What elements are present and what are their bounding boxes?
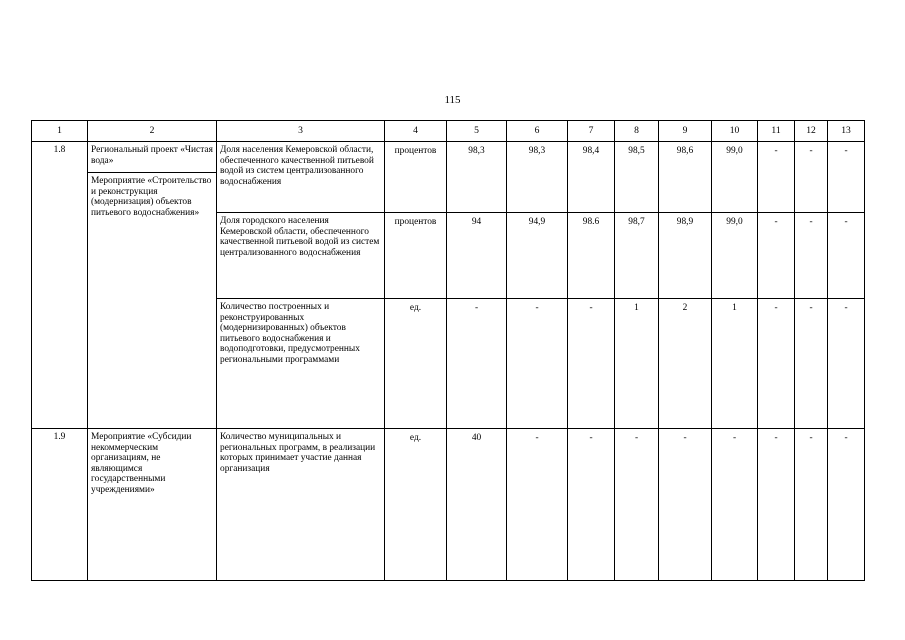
header-cell: 4 bbox=[385, 121, 447, 142]
value-cell: 98,3 bbox=[507, 142, 568, 213]
table-row bbox=[32, 142, 865, 173]
value-cell: 98,6 bbox=[659, 142, 712, 213]
value-cell: 40 bbox=[447, 429, 507, 581]
row-number: 1.9 bbox=[32, 429, 88, 581]
value-cell: - bbox=[568, 299, 615, 429]
value-cell: 98,9 bbox=[659, 213, 712, 299]
header-cell: 2 bbox=[88, 121, 217, 142]
value-cell: - bbox=[758, 299, 795, 429]
value-cell: - bbox=[795, 299, 828, 429]
header-cell: 13 bbox=[828, 121, 865, 142]
value-cell: 98,5 bbox=[615, 142, 659, 213]
row-number: 1.8 bbox=[32, 142, 88, 429]
header-cell: 7 bbox=[568, 121, 615, 142]
value-cell: 98,7 bbox=[615, 213, 659, 299]
value-cell: 94,9 bbox=[507, 213, 568, 299]
header-cell: 1 bbox=[32, 121, 88, 142]
header-row bbox=[32, 121, 865, 142]
unit-cell: ед. bbox=[385, 429, 447, 581]
header-cell: 11 bbox=[758, 121, 795, 142]
indicator-text: Количество построенных и реконструированных (модернизированных) объектов питьевого водоснабжения и водоподготовки, предусмотренных региональными программами bbox=[217, 299, 385, 429]
table-row bbox=[32, 429, 865, 581]
unit-cell: процентов bbox=[385, 142, 447, 213]
value-cell: - bbox=[758, 213, 795, 299]
header-cell: 5 bbox=[447, 121, 507, 142]
value-cell: - bbox=[568, 429, 615, 581]
value-cell: - bbox=[795, 142, 828, 213]
value-cell: - bbox=[758, 142, 795, 213]
value-cell: 1 bbox=[615, 299, 659, 429]
value-cell: - bbox=[507, 299, 568, 429]
value-cell: 2 bbox=[659, 299, 712, 429]
header-cell: 6 bbox=[507, 121, 568, 142]
value-cell: - bbox=[659, 429, 712, 581]
value-cell: - bbox=[447, 299, 507, 429]
unit-cell: ед. bbox=[385, 299, 447, 429]
header-cell: 10 bbox=[712, 121, 758, 142]
measure-name: Мероприятие «Субсидии некоммерческим организациям, не являющимся государственными учреждениями» bbox=[88, 429, 217, 581]
indicator-text: Доля населения Кемеровской области, обеспеченного качественной питьевой водой из систем централизованного водоснабжения bbox=[217, 142, 385, 213]
value-cell: 1 bbox=[712, 299, 758, 429]
value-cell: - bbox=[758, 429, 795, 581]
header-cell: 12 bbox=[795, 121, 828, 142]
header-cell: 3 bbox=[217, 121, 385, 142]
value-cell: - bbox=[507, 429, 568, 581]
value-cell: - bbox=[828, 299, 865, 429]
measure-name: Мероприятие «Строительство и реконструкция (модернизация) объектов питьевого водоснабжения» bbox=[88, 173, 217, 429]
header-cell: 8 bbox=[615, 121, 659, 142]
value-cell: 98.6 bbox=[568, 213, 615, 299]
project-name: Региональный проект «Чистая вода» bbox=[88, 142, 217, 173]
indicators-table bbox=[31, 120, 865, 581]
value-cell: 94 bbox=[447, 213, 507, 299]
value-cell: 99,0 bbox=[712, 213, 758, 299]
value-cell: - bbox=[828, 213, 865, 299]
value-cell: - bbox=[828, 429, 865, 581]
value-cell: - bbox=[795, 429, 828, 581]
value-cell: - bbox=[615, 429, 659, 581]
value-cell: - bbox=[712, 429, 758, 581]
value-cell: 98,4 bbox=[568, 142, 615, 213]
value-cell: - bbox=[828, 142, 865, 213]
value-cell: 98,3 bbox=[447, 142, 507, 213]
value-cell: 99,0 bbox=[712, 142, 758, 213]
header-cell: 9 bbox=[659, 121, 712, 142]
unit-cell: процентов bbox=[385, 213, 447, 299]
indicator-text: Количество муниципальных и региональных программ, в реализации которых принимает участие данная организация bbox=[217, 429, 385, 581]
page-number: 115 bbox=[444, 94, 461, 106]
indicator-text: Доля городского населения Кемеровской области, обеспеченного качественной питьевой водой из систем централизованного водоснабжения bbox=[217, 213, 385, 299]
value-cell: - bbox=[795, 213, 828, 299]
